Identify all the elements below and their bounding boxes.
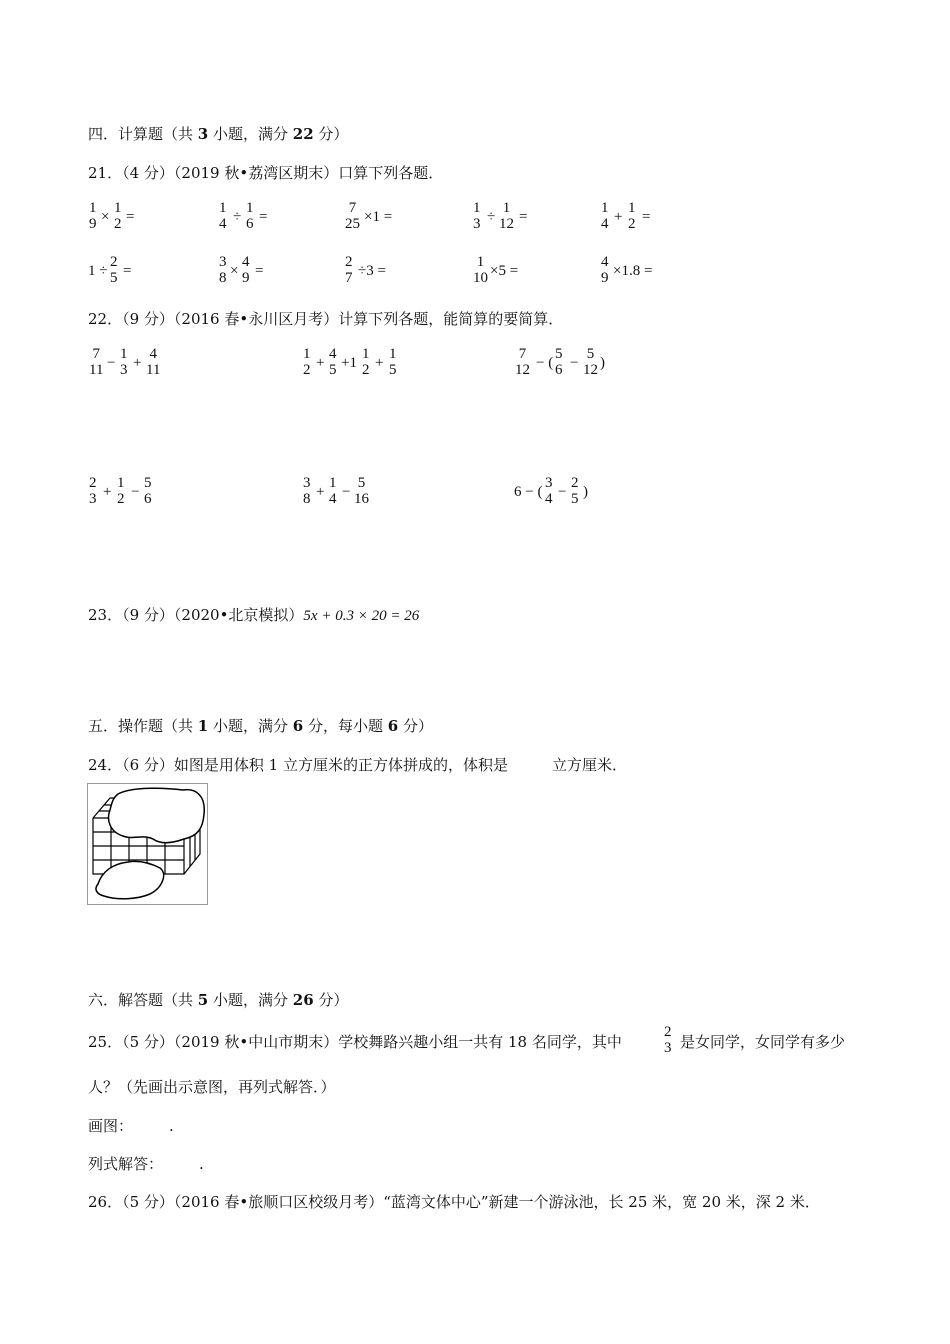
fraction: 1 9 [89,200,97,232]
fraction: 1 3 [120,346,128,378]
fraction: 1 2 [303,346,311,378]
plus-one: +1 [341,355,357,371]
fraction: 2 3 [89,475,97,507]
plus-sign: + [316,484,325,500]
fraction: 3 8 [219,254,227,286]
plus-sign: + [614,209,623,225]
fraction: 1 4 [601,200,609,232]
fraction: 1 2 [117,475,125,507]
fraction: 5 12 [583,346,598,378]
draw-answer-line: 画图： . [88,1117,174,1135]
fraction: 1 4 [219,200,227,232]
equals-sign: = [123,263,132,279]
equals-sign: = [642,209,651,225]
fraction: 4 9 [242,254,250,286]
times-sign: × [101,209,110,225]
question-25-line-2: 人？（先画出示意图，再列式解答．） [88,1078,336,1096]
divide-three-equals: ÷3 = [358,263,386,279]
question-23-heading: 23．（9 分）（2020•北京模拟）5x + 0.3 × 20 = 26 [88,606,420,624]
equals-sign: = [259,209,268,225]
minus-sign: − [570,355,579,371]
equals-sign: = [255,263,264,279]
fraction: 5 6 [555,346,563,378]
plus-sign: + [316,355,325,371]
plus-sign: + [133,355,142,371]
cube-drawing [88,784,207,904]
fraction: 1 4 [329,475,337,507]
fraction: 1 3 [473,200,481,232]
fraction: 1 2 [114,200,122,232]
fraction: 2 7 [345,254,353,286]
fraction: 1 2 [628,200,636,232]
divide-sign: ÷ [487,209,496,225]
divide-sign: ÷ [233,209,242,225]
fraction: 5 16 [354,475,369,507]
fraction: 2 5 [110,254,118,286]
minus-sign: − [342,484,351,500]
cube-figure [87,783,208,905]
question-21-heading: 21．（4 分）（2019 秋•荔湾区期末）口算下列各题． [88,164,444,182]
fraction-two-thirds: 2 3 [664,1024,672,1056]
fraction: 4 11 [146,346,161,378]
question-22-heading: 22．（9 分）（2016 春•永川区月考）计算下列各题，能简算的要简算． [88,310,564,328]
fraction: 2 5 [571,475,579,507]
six-minus-paren: 6 − ( [514,484,543,500]
fraction: 7 11 [89,346,104,378]
question-24-heading: 24．（6 分）如图是用体积 1 立方厘米的正方体拼成的，体积是 立方厘米． [88,756,627,774]
one-divide: 1 ÷ [88,263,108,279]
times-decimal-equals: ×1.8 = [613,263,653,279]
fraction: 1 12 [499,200,514,232]
fraction: 1 6 [246,200,254,232]
equals-sign: = [519,209,528,225]
section-6-title: 六．解答题（共 5 小题，满分 26 分） [88,991,349,1009]
minus-paren: − ( [536,355,554,371]
fraction: 3 8 [303,475,311,507]
fraction: 4 9 [601,254,609,286]
plus-sign: + [103,484,112,500]
fraction: 7 12 [515,346,530,378]
solve-answer-line: 列式解答： . [88,1155,204,1173]
right-paren: ) [583,484,588,500]
times-one-equals: ×1 = [364,209,393,225]
section-5-title: 五．操作题（共 1 小题，满分 6 分，每小题 6 分） [88,717,433,735]
minus-sign: − [558,484,567,500]
question-25-line-1: 25．（5 分）（2019 秋•中山市期末）学校舞路兴趣小组一共有 18 名同学，其中 [88,1033,622,1051]
times-sign: × [230,263,239,279]
fraction: 5 6 [144,475,152,507]
plus-sign: + [375,355,384,371]
minus-sign: − [107,355,116,371]
minus-sign: − [131,484,140,500]
question-26-heading: 26．（5 分）（2016 春•旅顺口区校级月考）“蓝湾文体中心”新建一个游泳池，长 25 米，宽 20 米，深 2 米． [88,1193,820,1211]
fraction: 7 25 [345,200,360,232]
fraction: 1 2 [362,346,370,378]
fraction: 4 5 [329,346,337,378]
fraction: 3 4 [545,475,553,507]
times-five-equals: ×5 = [490,263,519,279]
question-25-line-1-end: 是女同学，女同学有多少 [680,1033,846,1051]
equals-sign: = [126,209,135,225]
section-4-title: 四．计算题（共 3 小题，满分 22 分） [88,125,349,143]
equation: 5x + 0.3 × 20 = 26 [303,608,420,624]
right-paren: ) [600,355,605,371]
fraction: 1 5 [389,346,397,378]
fraction: 1 10 [473,254,488,286]
